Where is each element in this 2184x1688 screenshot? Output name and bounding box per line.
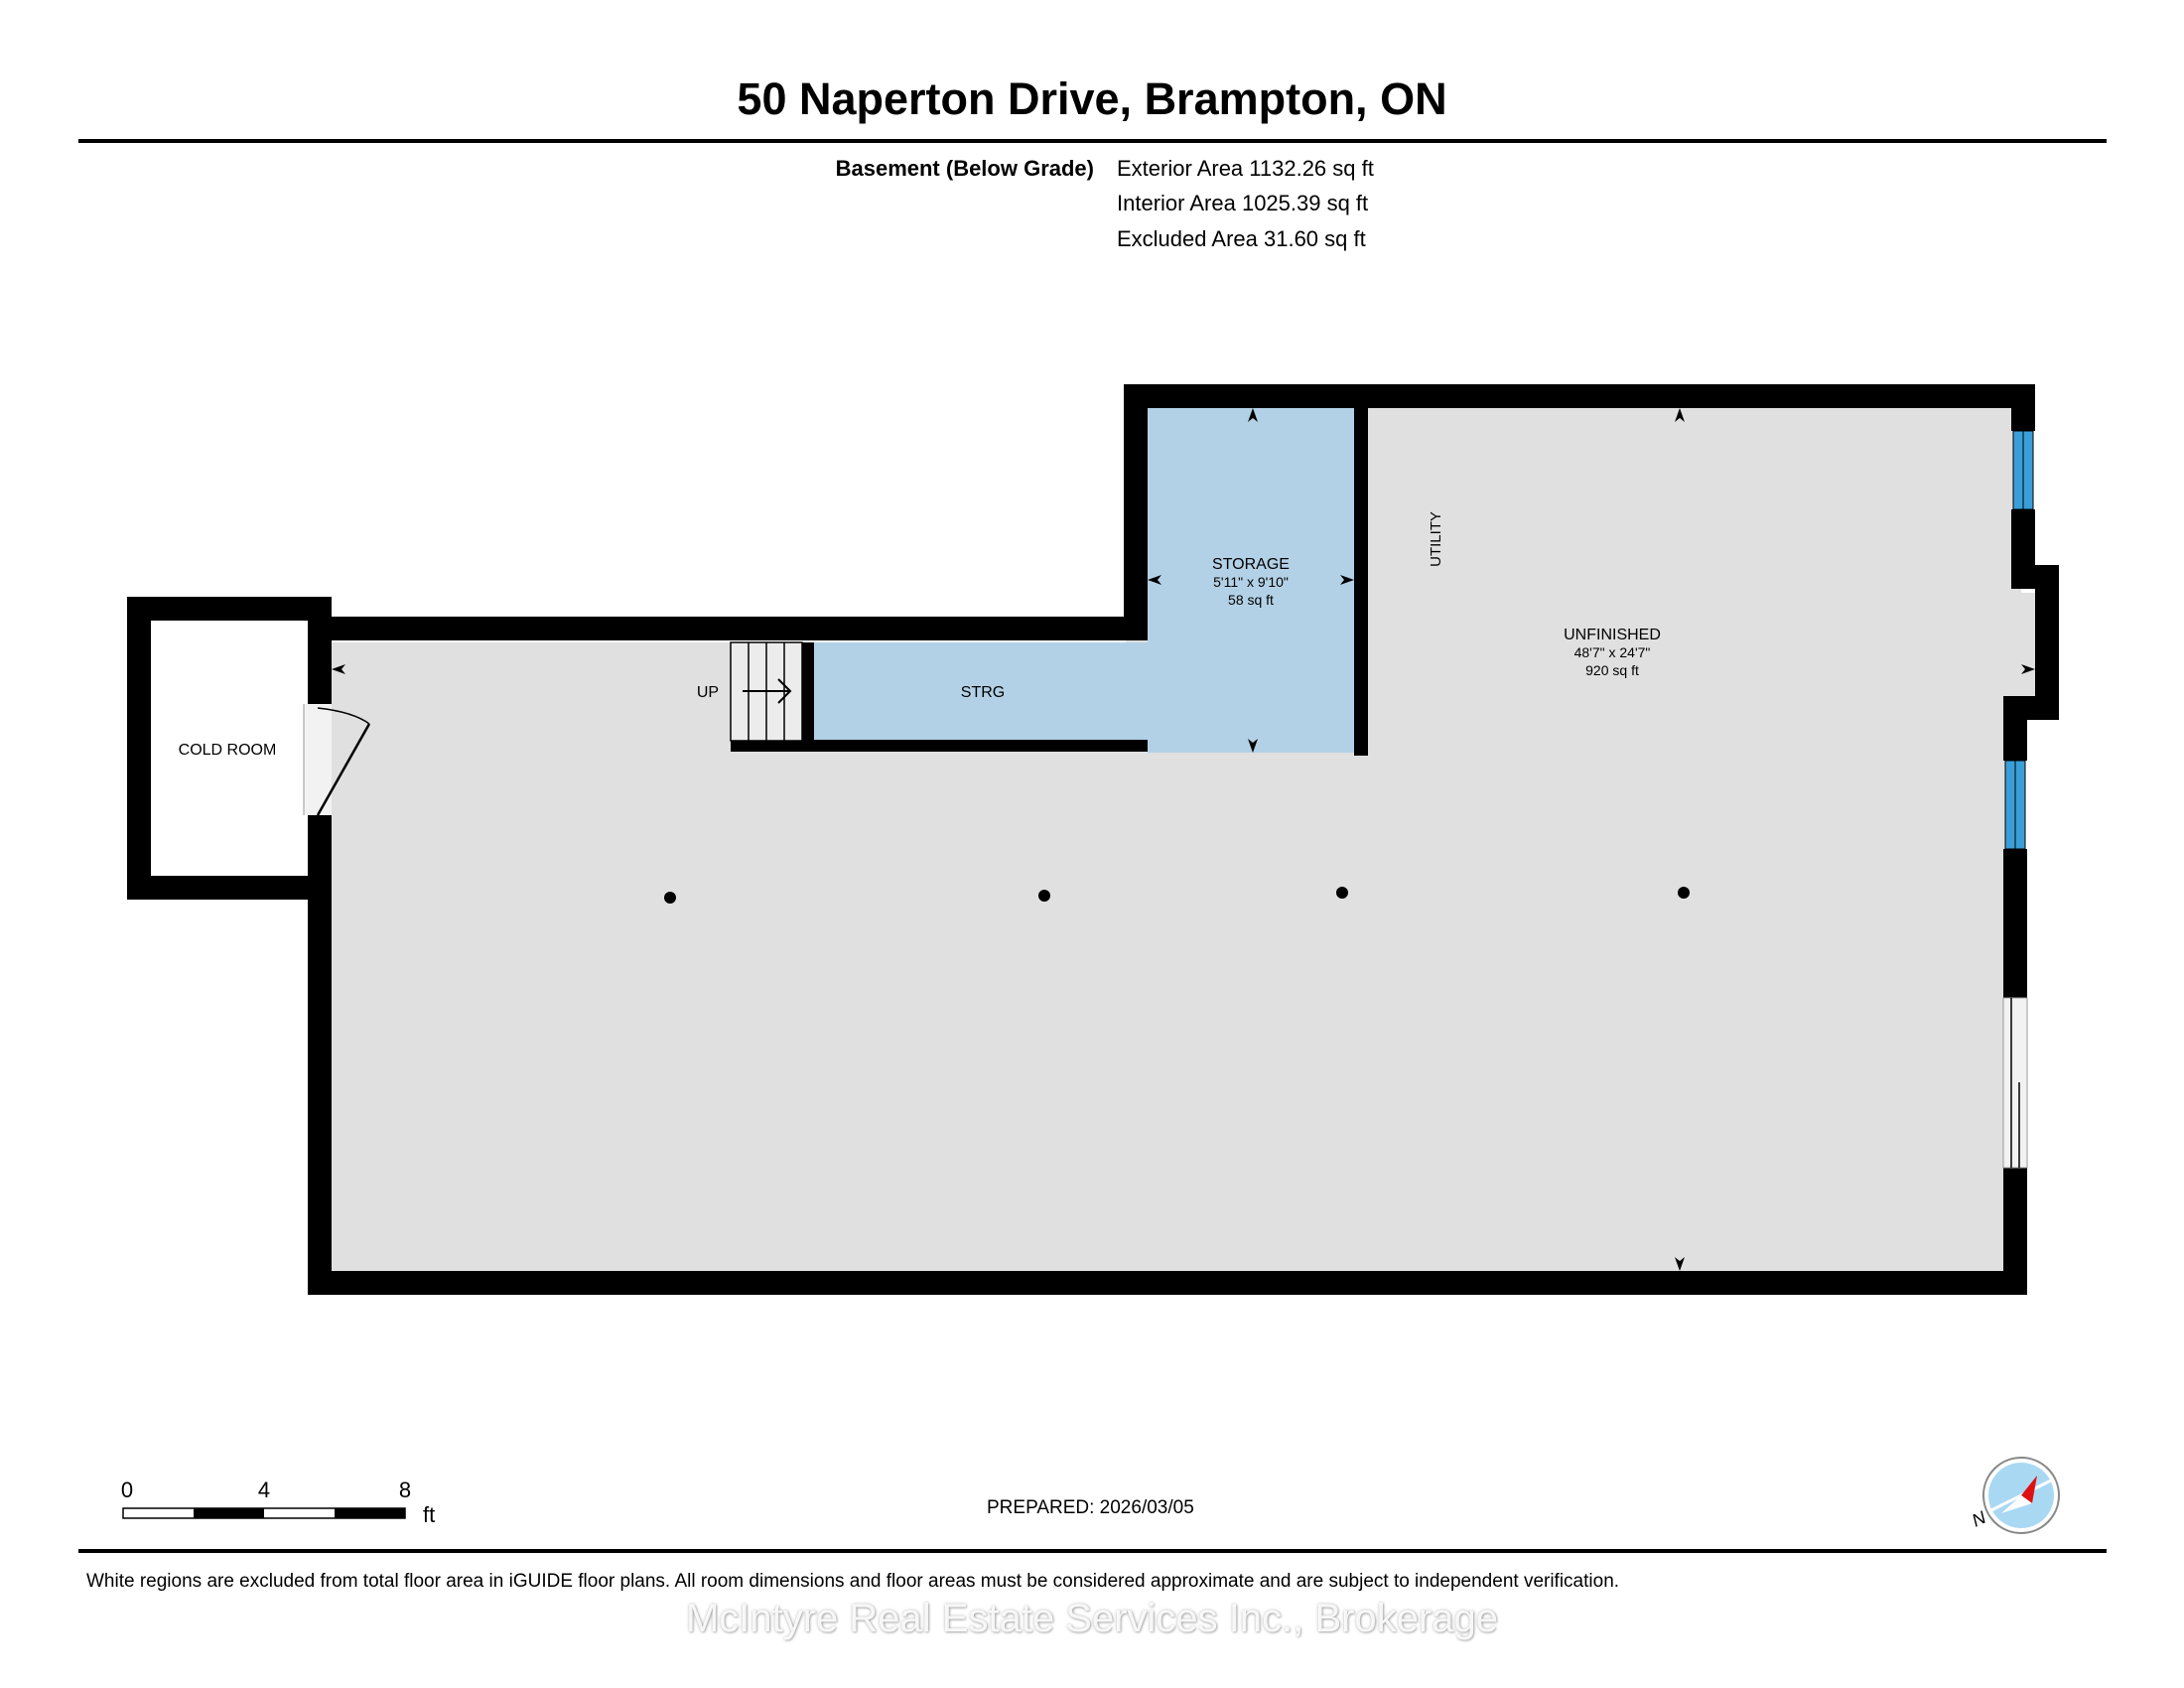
brokerage-watermark: McIntyre Real Estate Services Inc., Brokerage <box>685 1597 1499 1640</box>
staircase <box>731 642 802 741</box>
storage-dimensions: 5'11" x 9'10" <box>1213 574 1289 590</box>
prepared-date: PREPARED: 2026/03/05 <box>987 1497 1194 1518</box>
disclaimer: White regions are excluded from total floor area in iGUIDE floor plans. All room dimensions and floor areas must be considered approximate and are subject to independent verification. <box>86 1571 1620 1592</box>
floor-level-label: Basement (Below Grade) <box>835 156 1094 181</box>
scale-unit: ft <box>423 1502 436 1527</box>
unfinished-area: 920 sq ft <box>1585 662 1639 678</box>
footer-divider <box>78 1549 2107 1553</box>
page-title: 50 Naperton Drive, Brampton, ON <box>737 73 1447 124</box>
utility-label: UTILITY <box>1428 511 1444 567</box>
strg-label: STRG <box>960 684 1006 701</box>
unfinished-label: UNFINISHED <box>1564 627 1661 643</box>
compass-icon <box>1969 1458 2059 1533</box>
scale-tick-8: 8 <box>398 1477 412 1502</box>
storage-area: 58 sq ft <box>1228 592 1274 608</box>
sliding-door <box>2003 998 2027 1168</box>
scale-tick-0: 0 <box>120 1477 134 1502</box>
scale-tick-4: 4 <box>257 1477 271 1502</box>
cold-room-label: COLD ROOM <box>178 742 277 759</box>
interior-area: Interior Area 1025.39 sq ft <box>1117 191 1369 215</box>
exterior-area: Exterior Area 1132.26 sq ft <box>1117 156 1374 181</box>
compass-north-label: N <box>1969 1507 1989 1531</box>
stair-wall <box>802 642 814 741</box>
unfinished-dimensions: 48'7" x 24'7" <box>1573 644 1651 660</box>
scale-bar <box>121 1477 435 1527</box>
stairs-up-label: UP <box>696 684 720 701</box>
excluded-area: Excluded Area 31.60 sq ft <box>1117 226 1366 251</box>
storage-label: STORAGE <box>1212 556 1290 573</box>
